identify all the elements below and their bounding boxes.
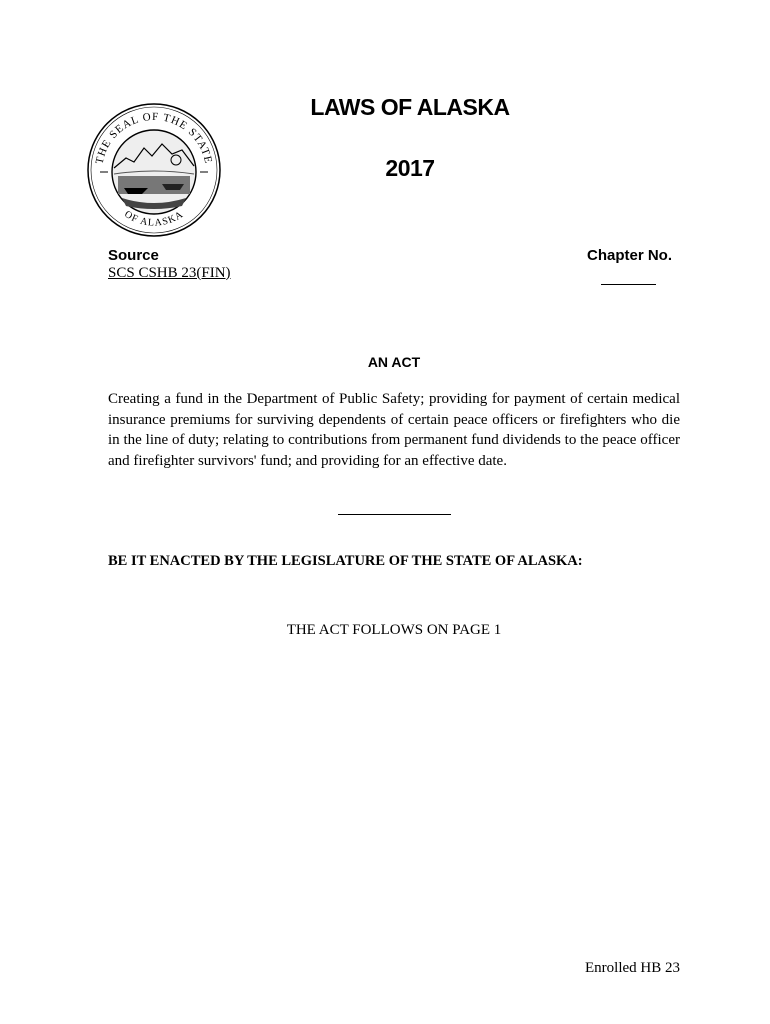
chapter-number-label: Chapter No. [586, 247, 672, 264]
svg-text:OF ALASKA: OF ALASKA [122, 208, 186, 229]
chapter-number-blank-line [601, 284, 656, 285]
act-description: Creating a fund in the Department of Public Safety; providing for payment of certain medical insurance premiums for surviving dependents of certain peace officers or firefighters who die in the line of duty; relating to contributions from permanent fund dividends to the peace officer and firefighter survivors' fund; and providing for an effective date. [108, 391, 680, 469]
source-label: Source [108, 247, 159, 264]
act-follows-note: THE ACT FOLLOWS ON PAGE 1 [286, 622, 502, 638]
act-heading: AN ACT [367, 354, 421, 370]
source-value: SCS CSHB 23(FIN) [108, 265, 231, 281]
footer-document-id: Enrolled HB 23 [585, 960, 680, 976]
svg-text:THE SEAL OF THE STATE: THE SEAL OF THE STATE [93, 110, 215, 166]
document-title: LAWS OF ALASKA [310, 94, 510, 120]
document-year: 2017 [385, 155, 435, 181]
enacting-clause: BE IT ENACTED BY THE LEGISLATURE OF THE STATE OF ALASKA: [108, 553, 583, 569]
section-divider [338, 514, 451, 515]
